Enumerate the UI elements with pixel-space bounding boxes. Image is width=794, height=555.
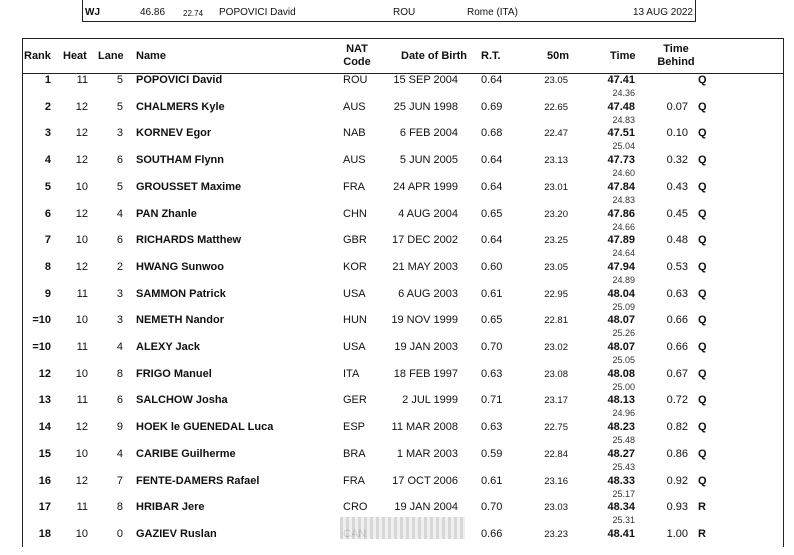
cell-dob: 11 MAR 2008 xyxy=(391,421,458,434)
cell-nat: AUS xyxy=(343,154,366,167)
cell-behind: 0.72 xyxy=(666,394,688,407)
record-time: 46.86 xyxy=(140,7,166,18)
cell-rt: 0.66 xyxy=(481,527,503,540)
cell-heat: 10 xyxy=(75,234,88,247)
table-row xyxy=(23,475,783,502)
cell-name: CARIBE Guilherme xyxy=(136,447,236,460)
cell-nat: AUS xyxy=(343,100,366,113)
cell-rank: 13 xyxy=(38,394,51,407)
cell-time: 47.73 xyxy=(607,154,635,167)
cell-time: 48.07 xyxy=(607,341,635,353)
table-row xyxy=(23,314,783,341)
cell-cum: 25.09 xyxy=(612,301,635,312)
cell-heat: 10 xyxy=(75,367,88,380)
cell-rt: 0.64 xyxy=(481,234,503,247)
cell-nat: GBR xyxy=(343,234,367,247)
cell-nat: ROU xyxy=(343,74,368,86)
record-date: 13 AUG 2022 xyxy=(632,7,693,18)
cell-rank: 14 xyxy=(38,421,51,434)
cell-dob: 19 NOV 1999 xyxy=(391,314,458,327)
header-rt: R.T. xyxy=(481,50,501,62)
header-time-behind xyxy=(653,43,699,69)
cell-behind: 1.00 xyxy=(666,527,688,540)
cell-nat: USA xyxy=(343,287,366,300)
cell-dob: 1 MAR 2003 xyxy=(396,447,458,460)
cell-rt: 0.71 xyxy=(481,394,503,407)
cell-cum: 25.26 xyxy=(612,328,635,339)
cell-rt: 0.70 xyxy=(481,341,503,353)
record-row xyxy=(83,0,695,5)
cell-lane: 4 xyxy=(116,207,123,220)
table-row xyxy=(23,234,783,261)
cell-heat: 12 xyxy=(75,127,88,140)
header-name: Name xyxy=(136,50,166,62)
record-type: WJ xyxy=(85,7,100,18)
cell-cum: 25.00 xyxy=(612,381,635,392)
cell-lane: 4 xyxy=(116,341,123,353)
cell-behind: 0.63 xyxy=(666,287,688,300)
cell-rt: 0.59 xyxy=(481,447,503,460)
cell-split: 22.84 xyxy=(544,448,568,460)
cell-rank: 12 xyxy=(38,367,51,380)
cell-rank: 4 xyxy=(44,154,51,167)
cell-lane: 7 xyxy=(116,474,123,487)
cell-rank: =10 xyxy=(32,341,51,353)
cell-split: 23.05 xyxy=(544,261,568,273)
cell-q: Q xyxy=(698,341,707,353)
cell-q: Q xyxy=(698,314,707,327)
table-row xyxy=(23,208,783,235)
cell-q: Q xyxy=(698,127,707,140)
record-nat xyxy=(393,0,415,1)
cell-name: SALCHOW Josha xyxy=(136,394,228,407)
cell-split: 22.81 xyxy=(544,315,568,327)
cell-rank: 9 xyxy=(44,287,51,300)
cell-time: 47.41 xyxy=(607,74,635,86)
cell-q: R xyxy=(698,527,706,540)
cell-name: HWANG Sunwoo xyxy=(136,260,224,273)
header-time: Time xyxy=(610,50,636,62)
cell-rt: 0.61 xyxy=(481,474,503,487)
cell-heat: 10 xyxy=(75,314,88,327)
record-split: 22.74 xyxy=(183,9,204,18)
table-row xyxy=(23,261,783,288)
cell-heat: 12 xyxy=(75,260,88,273)
cell-q: Q xyxy=(698,154,707,167)
cell-heat: 12 xyxy=(75,207,88,220)
cell-cum: 24.96 xyxy=(612,408,635,419)
cell-cum: 24.66 xyxy=(612,221,635,232)
cell-name: FENTE-DAMERS Rafael xyxy=(136,474,260,487)
header-split: 50m xyxy=(547,50,570,62)
cell-time: 47.48 xyxy=(607,100,635,113)
cell-cum: 24.60 xyxy=(612,168,635,179)
cell-cum: 24.64 xyxy=(612,248,635,259)
record-row xyxy=(83,7,695,22)
cell-behind: 0.10 xyxy=(666,127,688,140)
cell-name: HOEK le GUENEDAL Luca xyxy=(136,421,274,434)
record-date xyxy=(635,0,693,1)
cell-nat: GER xyxy=(343,394,367,407)
blurred-overlay xyxy=(340,517,465,539)
cell-split: 23.02 xyxy=(544,342,568,353)
cell-time: 47.51 xyxy=(607,127,635,140)
cell-nat: CRO xyxy=(343,501,368,514)
cell-name: NEMETH Nandor xyxy=(136,314,224,327)
cell-heat: 10 xyxy=(75,527,88,540)
cell-split: 23.05 xyxy=(544,75,568,86)
cell-nat: FRA xyxy=(343,180,365,193)
cell-rt: 0.68 xyxy=(481,127,503,140)
cell-rank: 15 xyxy=(38,447,51,460)
table-row xyxy=(23,394,783,421)
cell-time: 48.13 xyxy=(607,394,635,407)
table-row xyxy=(23,341,783,368)
cell-lane: 5 xyxy=(116,74,123,86)
record-type xyxy=(85,0,99,1)
cell-name: SOUTHAM Flynn xyxy=(136,154,224,167)
cell-lane: 8 xyxy=(116,367,123,380)
cell-name: GROUSSET Maxime xyxy=(136,180,242,193)
cell-split: 22.95 xyxy=(544,288,568,300)
cell-q: R xyxy=(698,501,706,514)
cell-cum: 24.36 xyxy=(612,88,635,98)
cell-split: 22.65 xyxy=(544,101,568,113)
cell-rt: 0.64 xyxy=(481,74,503,86)
cell-lane: 3 xyxy=(116,314,123,327)
cell-lane: 2 xyxy=(116,260,123,273)
cell-split: 23.23 xyxy=(544,528,568,540)
records-box xyxy=(82,0,696,22)
cell-q: Q xyxy=(698,74,707,86)
table-row xyxy=(23,368,783,395)
cell-behind: 0.67 xyxy=(666,367,688,380)
cell-dob: 17 DEC 2002 xyxy=(391,234,458,247)
cell-split: 23.13 xyxy=(544,155,568,167)
cell-time: 48.27 xyxy=(607,447,635,460)
cell-time: 48.33 xyxy=(607,474,635,487)
cell-rank: 7 xyxy=(44,234,51,247)
table-row xyxy=(23,181,783,208)
cell-time: 47.94 xyxy=(607,260,635,273)
cell-behind: 0.45 xyxy=(666,207,688,220)
cell-name: KORNEV Egor xyxy=(136,127,212,140)
cell-dob: 2 JUL 1999 xyxy=(402,394,458,407)
cell-rt: 0.65 xyxy=(481,314,503,327)
cell-dob: 25 JUN 1998 xyxy=(393,100,458,113)
cell-heat: 11 xyxy=(76,287,88,300)
table-row xyxy=(23,127,783,154)
cell-name: FRIGO Manuel xyxy=(136,367,212,380)
cell-lane: 4 xyxy=(116,447,123,460)
header-dob: Date of Birth xyxy=(401,50,467,62)
header-code: Code xyxy=(343,56,371,68)
cell-rt: 0.60 xyxy=(481,260,503,273)
cell-heat: 11 xyxy=(76,394,88,407)
cell-rank: 18 xyxy=(38,527,51,540)
cell-behind: 0.66 xyxy=(666,314,688,327)
cell-dob: 21 MAY 2003 xyxy=(392,260,458,273)
cell-lane: 9 xyxy=(116,421,123,434)
cell-dob: 4 AUG 2004 xyxy=(398,207,458,220)
cell-behind: 0.32 xyxy=(666,154,688,167)
cell-nat: ESP xyxy=(343,421,366,434)
cell-dob: 19 JAN 2004 xyxy=(394,501,458,514)
cell-dob: 17 OCT 2006 xyxy=(392,474,458,487)
cell-time: 48.34 xyxy=(607,501,635,514)
cell-rank: 16 xyxy=(38,474,51,487)
cell-cum: 24.83 xyxy=(612,114,635,125)
cell-nat: ITA xyxy=(343,367,360,380)
cell-dob: 5 JUN 2005 xyxy=(399,154,458,167)
cell-name: GAZIEV Ruslan xyxy=(136,527,217,540)
cell-cum: 25.05 xyxy=(612,355,635,365)
table-row xyxy=(23,448,783,475)
record-place xyxy=(467,0,520,1)
cell-cum: 24.83 xyxy=(612,194,635,205)
cell-name: PAN Zhanle xyxy=(136,207,197,220)
cell-rank: 8 xyxy=(44,260,51,273)
cell-split: 23.25 xyxy=(544,235,568,247)
cell-dob: 18 FEB 1997 xyxy=(393,367,458,380)
cell-rt: 0.64 xyxy=(481,180,503,193)
cell-time: 47.86 xyxy=(607,207,635,220)
cell-lane: 6 xyxy=(116,154,123,167)
header-nat: NAT xyxy=(346,43,368,55)
cell-rt: 0.65 xyxy=(481,207,503,220)
cell-time: 48.04 xyxy=(607,287,635,300)
cell-split: 23.08 xyxy=(544,368,568,380)
table-row xyxy=(23,154,783,181)
cell-rt: 0.63 xyxy=(481,421,503,434)
cell-q: Q xyxy=(698,447,707,460)
cell-dob: 6 FEB 2004 xyxy=(399,127,458,140)
cell-dob: 24 APR 1999 xyxy=(393,180,458,193)
cell-lane: 8 xyxy=(116,501,123,514)
cell-heat: 10 xyxy=(75,180,88,193)
cell-dob: 15 SEP 2004 xyxy=(393,74,458,86)
cell-split: 23.16 xyxy=(544,475,568,487)
cell-name: SAMMON Patrick xyxy=(136,287,226,300)
cell-time: 47.89 xyxy=(607,234,635,247)
table-row xyxy=(23,421,783,448)
cell-lane: 0 xyxy=(116,527,123,540)
cell-split: 23.01 xyxy=(544,181,568,193)
cell-rt: 0.63 xyxy=(481,367,503,380)
cell-rank: 1 xyxy=(44,74,51,86)
cell-time: 48.08 xyxy=(607,367,635,380)
results-header xyxy=(23,39,783,74)
cell-q: Q xyxy=(698,367,707,380)
cell-time: 48.23 xyxy=(607,421,635,434)
cell-cum: 25.04 xyxy=(612,141,635,152)
cell-rank: 17 xyxy=(38,501,51,514)
cell-rank: 6 xyxy=(44,207,51,220)
cell-name: CHALMERS Kyle xyxy=(136,100,225,113)
header-nat-code xyxy=(343,43,371,69)
record-holder: POPOVICI David xyxy=(219,7,296,18)
cell-behind: 0.82 xyxy=(666,421,688,434)
cell-q: Q xyxy=(698,100,707,113)
cell-cum: 25.48 xyxy=(612,435,635,446)
cell-dob: 6 AUG 2003 xyxy=(398,287,458,300)
cell-lane: 5 xyxy=(116,100,123,113)
results-table xyxy=(22,38,784,547)
cell-split: 22.47 xyxy=(544,128,568,140)
cell-rt: 0.69 xyxy=(481,100,503,113)
record-holder xyxy=(219,0,272,1)
cell-split: 22.75 xyxy=(544,422,568,434)
cell-rank: 3 xyxy=(44,127,51,140)
record-nat: ROU xyxy=(393,7,416,18)
cell-heat: 11 xyxy=(76,501,88,514)
cell-name: POPOVICI David xyxy=(136,74,223,86)
cell-q: Q xyxy=(698,207,707,220)
cell-q: Q xyxy=(698,234,707,247)
cell-name: ALEXY Jack xyxy=(136,341,201,353)
cell-nat: KOR xyxy=(343,260,367,273)
cell-lane: 5 xyxy=(116,180,123,193)
cell-q: Q xyxy=(698,287,707,300)
cell-dob: 19 JAN 2003 xyxy=(394,341,458,353)
cell-q: Q xyxy=(698,394,707,407)
cell-lane: 3 xyxy=(116,127,123,140)
cell-rt: 0.64 xyxy=(481,154,503,167)
cell-q: Q xyxy=(698,260,707,273)
cell-nat: FRA xyxy=(343,474,365,487)
cell-behind: 0.93 xyxy=(666,501,688,514)
cell-behind: 0.43 xyxy=(666,180,688,193)
cell-nat: NAB xyxy=(343,127,366,140)
header-lane: Lane xyxy=(98,50,124,62)
cell-lane: 3 xyxy=(116,287,123,300)
cell-behind: 0.48 xyxy=(666,234,688,247)
record-time xyxy=(140,0,165,1)
cell-heat: 12 xyxy=(75,154,88,167)
cell-time: 47.84 xyxy=(607,180,635,193)
cell-q: Q xyxy=(698,421,707,434)
cell-time: 48.41 xyxy=(607,527,635,540)
cell-name: HRIBAR Jere xyxy=(136,501,205,514)
cell-cum: 25.17 xyxy=(612,488,635,499)
header-behind-top: Time xyxy=(663,43,689,55)
cell-q: Q xyxy=(698,180,707,193)
cell-lane: 6 xyxy=(116,234,123,247)
cell-split: 23.20 xyxy=(544,208,568,220)
cell-rank: 2 xyxy=(44,100,51,113)
cell-heat: 12 xyxy=(75,421,88,434)
cell-nat: HUN xyxy=(343,314,367,327)
cell-heat: 11 xyxy=(76,74,88,86)
header-rank: Rank xyxy=(24,50,51,62)
cell-heat: 11 xyxy=(76,341,88,353)
cell-rt: 0.61 xyxy=(481,287,503,300)
cell-q: Q xyxy=(698,474,707,487)
header-heat: Heat xyxy=(63,50,87,62)
table-row xyxy=(23,101,783,128)
cell-name: RICHARDS Matthew xyxy=(136,234,242,247)
table-row xyxy=(23,288,783,315)
cell-lane: 6 xyxy=(116,394,123,407)
cell-time: 48.07 xyxy=(607,314,635,327)
cell-cum: 25.43 xyxy=(612,461,635,472)
cell-nat: USA xyxy=(343,341,366,353)
cell-behind: 0.53 xyxy=(666,260,688,273)
cell-split: 23.03 xyxy=(544,502,568,514)
cell-rt: 0.70 xyxy=(481,501,503,514)
table-row xyxy=(23,74,783,101)
cell-nat: BRA xyxy=(343,447,366,460)
cell-rank: =10 xyxy=(32,314,51,327)
cell-rank: 5 xyxy=(44,180,51,193)
cell-cum: 24.89 xyxy=(612,274,635,285)
cell-behind: 0.07 xyxy=(666,100,688,113)
cell-behind: 0.86 xyxy=(666,447,688,460)
cell-heat: 12 xyxy=(75,474,88,487)
cell-cum: 25.31 xyxy=(612,515,635,526)
header-behind-bottom: Behind xyxy=(657,56,695,68)
record-place: Rome (ITA) xyxy=(467,7,518,18)
cell-heat: 12 xyxy=(75,100,88,113)
cell-split: 23.17 xyxy=(544,395,568,407)
cell-behind: 0.92 xyxy=(666,474,688,487)
record-split xyxy=(183,0,203,1)
cell-heat: 10 xyxy=(75,447,88,460)
cell-nat: CHN xyxy=(343,207,367,220)
cell-behind: 0.66 xyxy=(666,341,688,353)
